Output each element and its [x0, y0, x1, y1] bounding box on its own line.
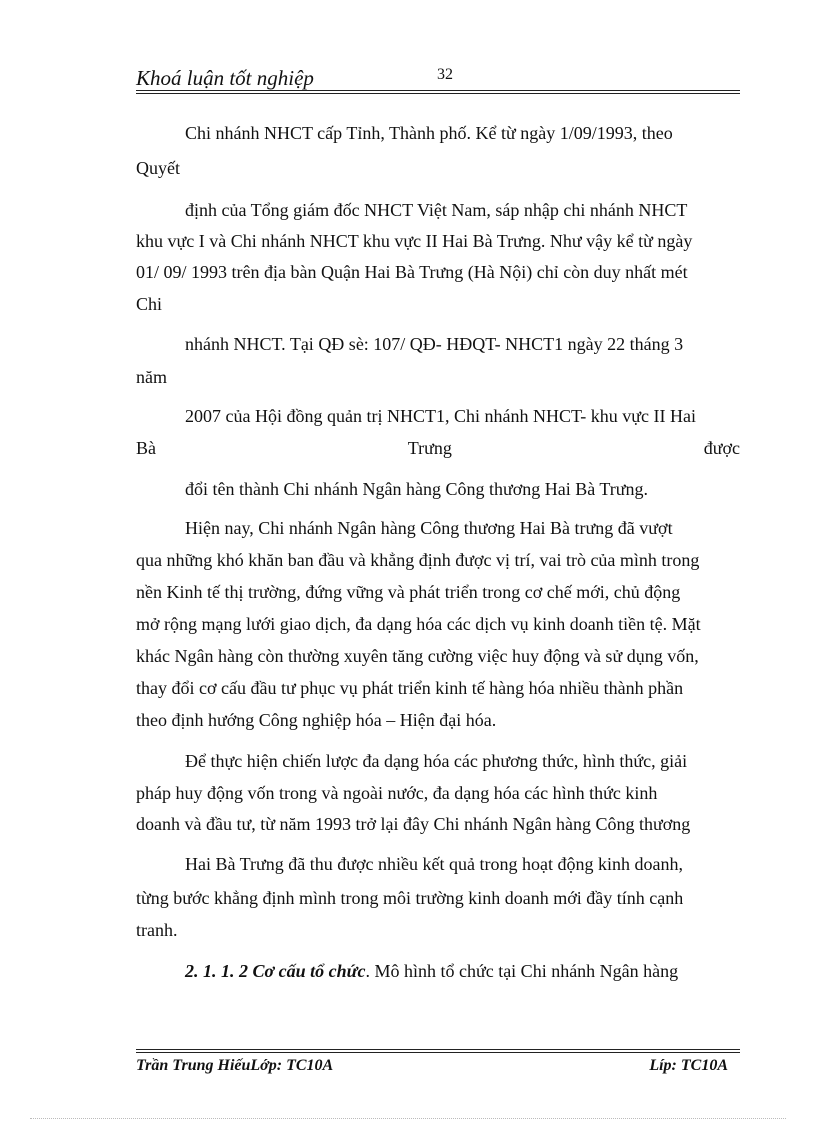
text-line: 01/ 09/ 1993 trên địa bàn Quận Hai Bà Trưng (Hà Nội) chỉ còn duy nhất mét [136, 262, 688, 282]
footer-rule-bottom [136, 1052, 740, 1053]
text-line: nền Kinh tế thị trường, đứng vững và phát triển trong cơ chế mới, chủ động [136, 582, 681, 602]
text-line: Chi nhánh NHCT cấp Tỉnh, Thành phố. Kể từ ngày 1/09/1993, theo [185, 123, 673, 143]
text-line: qua những khó khăn ban đầu và khẳng định được vị trí, vai trò của mình trong [136, 550, 700, 570]
page-number: 32 [437, 66, 453, 83]
text-line: Hai Bà Trưng đã thu được nhiều kết quả trong hoạt động kinh doanh, [185, 854, 683, 874]
spread-word: Bà [136, 438, 156, 458]
text-line: 2007 của Hội đồng quản trị NHCT1, Chi nhánh NHCT- khu vực II Hai [185, 406, 697, 426]
text-line: năm [136, 367, 167, 387]
text-line: định của Tổng giám đốc NHCT Việt Nam, sáp nhập chi nhánh NHCT [185, 200, 688, 220]
footer-rule-top [136, 1049, 740, 1050]
text-line: khác Ngân hàng còn thường xuyên tăng cường việc huy động và sử dụng vốn, [136, 646, 699, 666]
spread-line [136, 437, 740, 459]
text-line: tranh. [136, 920, 178, 940]
section-line [185, 960, 740, 982]
footer-class: Líp: TC10A [649, 1057, 728, 1074]
text-line: Chi [136, 294, 163, 314]
text-line: Hiện nay, Chi nhánh Ngân hàng Công thương Hai Bà trưng đã vượt [185, 518, 673, 538]
section-heading: 2. 1. 1. 2 Cơ cấu tổ chức [185, 961, 366, 981]
text-line: thay đổi cơ cấu đầu tư phục vụ phát triển kinh tế hàng hóa nhiều thành phần [136, 678, 684, 698]
text-line: đổi tên thành Chi nhánh Ngân hàng Công thương Hai Bà Trưng. [185, 479, 649, 499]
text-line: khu vực I và Chi nhánh NHCT khu vực II Hai Bà Trưng. Như vậy kể từ ngày [136, 231, 693, 251]
section-text: . Mô hình tổ chức tại Chi nhánh Ngân hàng [365, 961, 679, 981]
header-rule-bottom [136, 93, 740, 94]
header-rule-top [136, 90, 740, 91]
text-line: doanh và đầu tư, từ năm 1993 trở lại đây Chi nhánh Ngân hàng Công thương [136, 814, 691, 834]
footer-author: Trần Trung HiếuLớp: TC10A [136, 1057, 334, 1074]
spread-word: Trưng [407, 438, 452, 458]
text-line: pháp huy động vốn trong và ngoài nước, đa dạng hóa các hình thức kinh [136, 783, 658, 803]
text-line: theo định hướng Công nghiệp hóa – Hiện đại hóa. [136, 710, 497, 730]
text-line: từng bước khẳng định mình trong môi trường kinh doanh mới đầy tính cạnh [136, 888, 684, 908]
text-line: Quyết [136, 158, 180, 178]
spread-word: được [703, 438, 740, 458]
header-title: Khoá luận tốt nghiệp [136, 66, 314, 90]
text-line: Để thực hiện chiến lược đa dạng hóa các phương thức, hình thức, giải [185, 751, 688, 771]
text-line: nhánh NHCT. Tại QĐ sè: 107/ QĐ- HĐQT- NHCT1 ngày 22 tháng 3 [185, 334, 684, 354]
text-line: mở rộng mạng lưới giao dịch, đa dạng hóa các dịch vụ kinh doanh tiền tệ. Mặt [136, 614, 701, 634]
page-edge-dots [30, 1118, 786, 1119]
